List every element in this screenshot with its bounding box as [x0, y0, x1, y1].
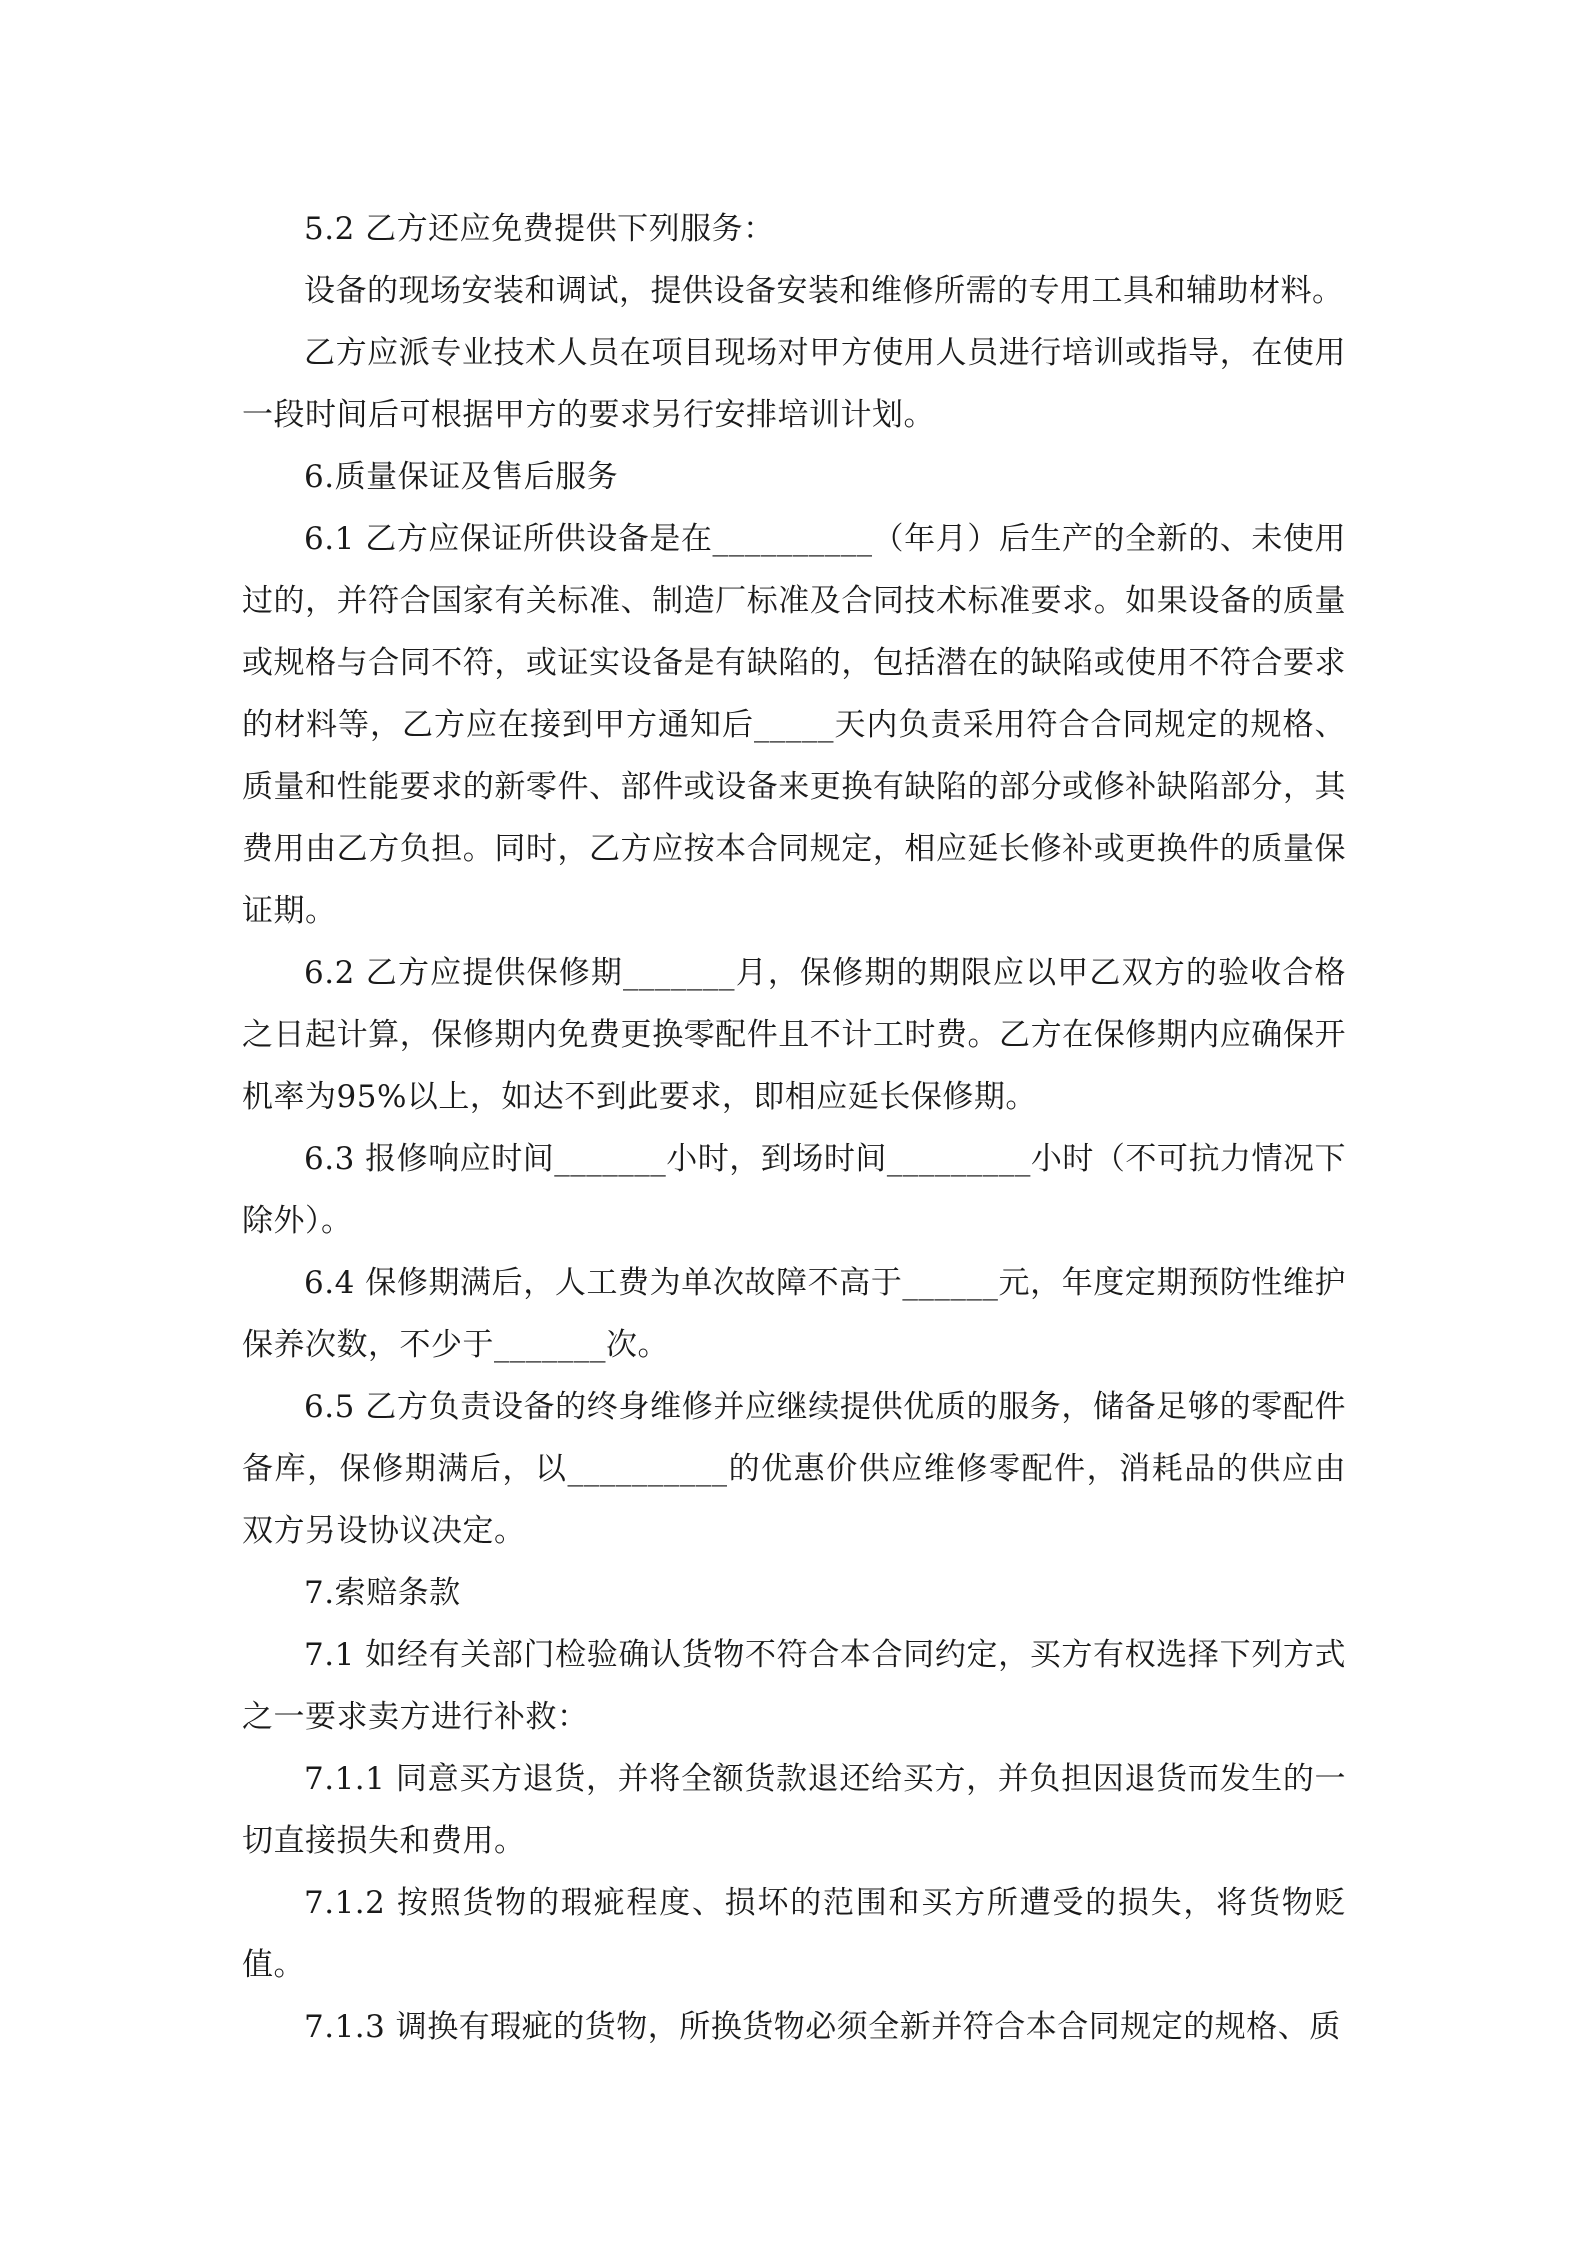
clause-5-2-item-installation: 设备的现场安装和调试，提供设备安装和维修所需的专用工具和辅助材料。	[304, 273, 1344, 309]
contract-text	[242, 198, 1346, 2058]
clause-6-3: 6.3 报修响应时间_______小时，到场时间_________小时（不可抗力情况下除外）。	[242, 1141, 1346, 1239]
clause-7-1-2: 7.1.2 按照货物的瑕疵程度、损坏的范围和买方所遭受的损失，将货物贬值。	[242, 1885, 1346, 1983]
clause-6-4: 6.4 保修期满后，人工费为单次故障不高于______元，年度定期预防性维护保养次数，不少于_______次。	[242, 1265, 1346, 1363]
clause-6-5: 6.5 乙方负责设备的终身维修并应继续提供优质的服务，储备足够的零配件备库，保修期满后，以__________的优惠价供应维修零配件，消耗品的供应由双方另设协议决定。	[242, 1389, 1346, 1549]
clause-5-2-item-training: 乙方应派专业技术人员在项目现场对甲方使用人员进行培训或指导，在使用一段时间后可根据甲方的要求另行安排培训计划。	[242, 335, 1346, 433]
clause-7-1-1: 7.1.1 同意买方退货，并将全额货款退还给买方，并负担因退货而发生的一切直接损失和费用。	[242, 1761, 1346, 1859]
clause-7-1-3: 7.1.3 调换有瑕疵的货物，所换货物必须全新并符合本合同规定的规格、质	[304, 2009, 1341, 2045]
section-7-heading: 7.索赔条款	[304, 1575, 461, 1611]
clause-6-1: 6.1 乙方应保证所供设备是在__________（年月）后生产的全新的、未使用过的，并符合国家有关标准、制造厂标准及合同技术标准要求。如果设备的质量或规格与合同不符，或证实设备是有缺陷的，包括潜在的缺陷或使用不符合要求的材料等，乙方应在接到甲方通知后_____天内负责采用符合合同规定的规格、质量和性能要求的新零件、部件或设备来更换有缺陷的部分或修补缺陷部分，其费用由乙方负担。同时，乙方应按本合同规定，相应延长修补或更换件的质量保证期。	[242, 521, 1346, 929]
clause-6-2: 6.2 乙方应提供保修期_______月，保修期的期限应以甲乙双方的验收合格之日起计算，保修期内免费更换零配件且不计工时费。乙方在保修期内应确保开机率为95%以上，如达不到此要求，即相应延长保修期。	[242, 955, 1346, 1115]
clause-7-1: 7.1 如经有关部门检验确认货物不符合本合同约定，买方有权选择下列方式之一要求卖方进行补救：	[242, 1637, 1346, 1735]
clause-5-2: 5.2 乙方还应免费提供下列服务：	[304, 211, 775, 247]
section-6-heading: 6.质量保证及售后服务	[304, 459, 619, 495]
